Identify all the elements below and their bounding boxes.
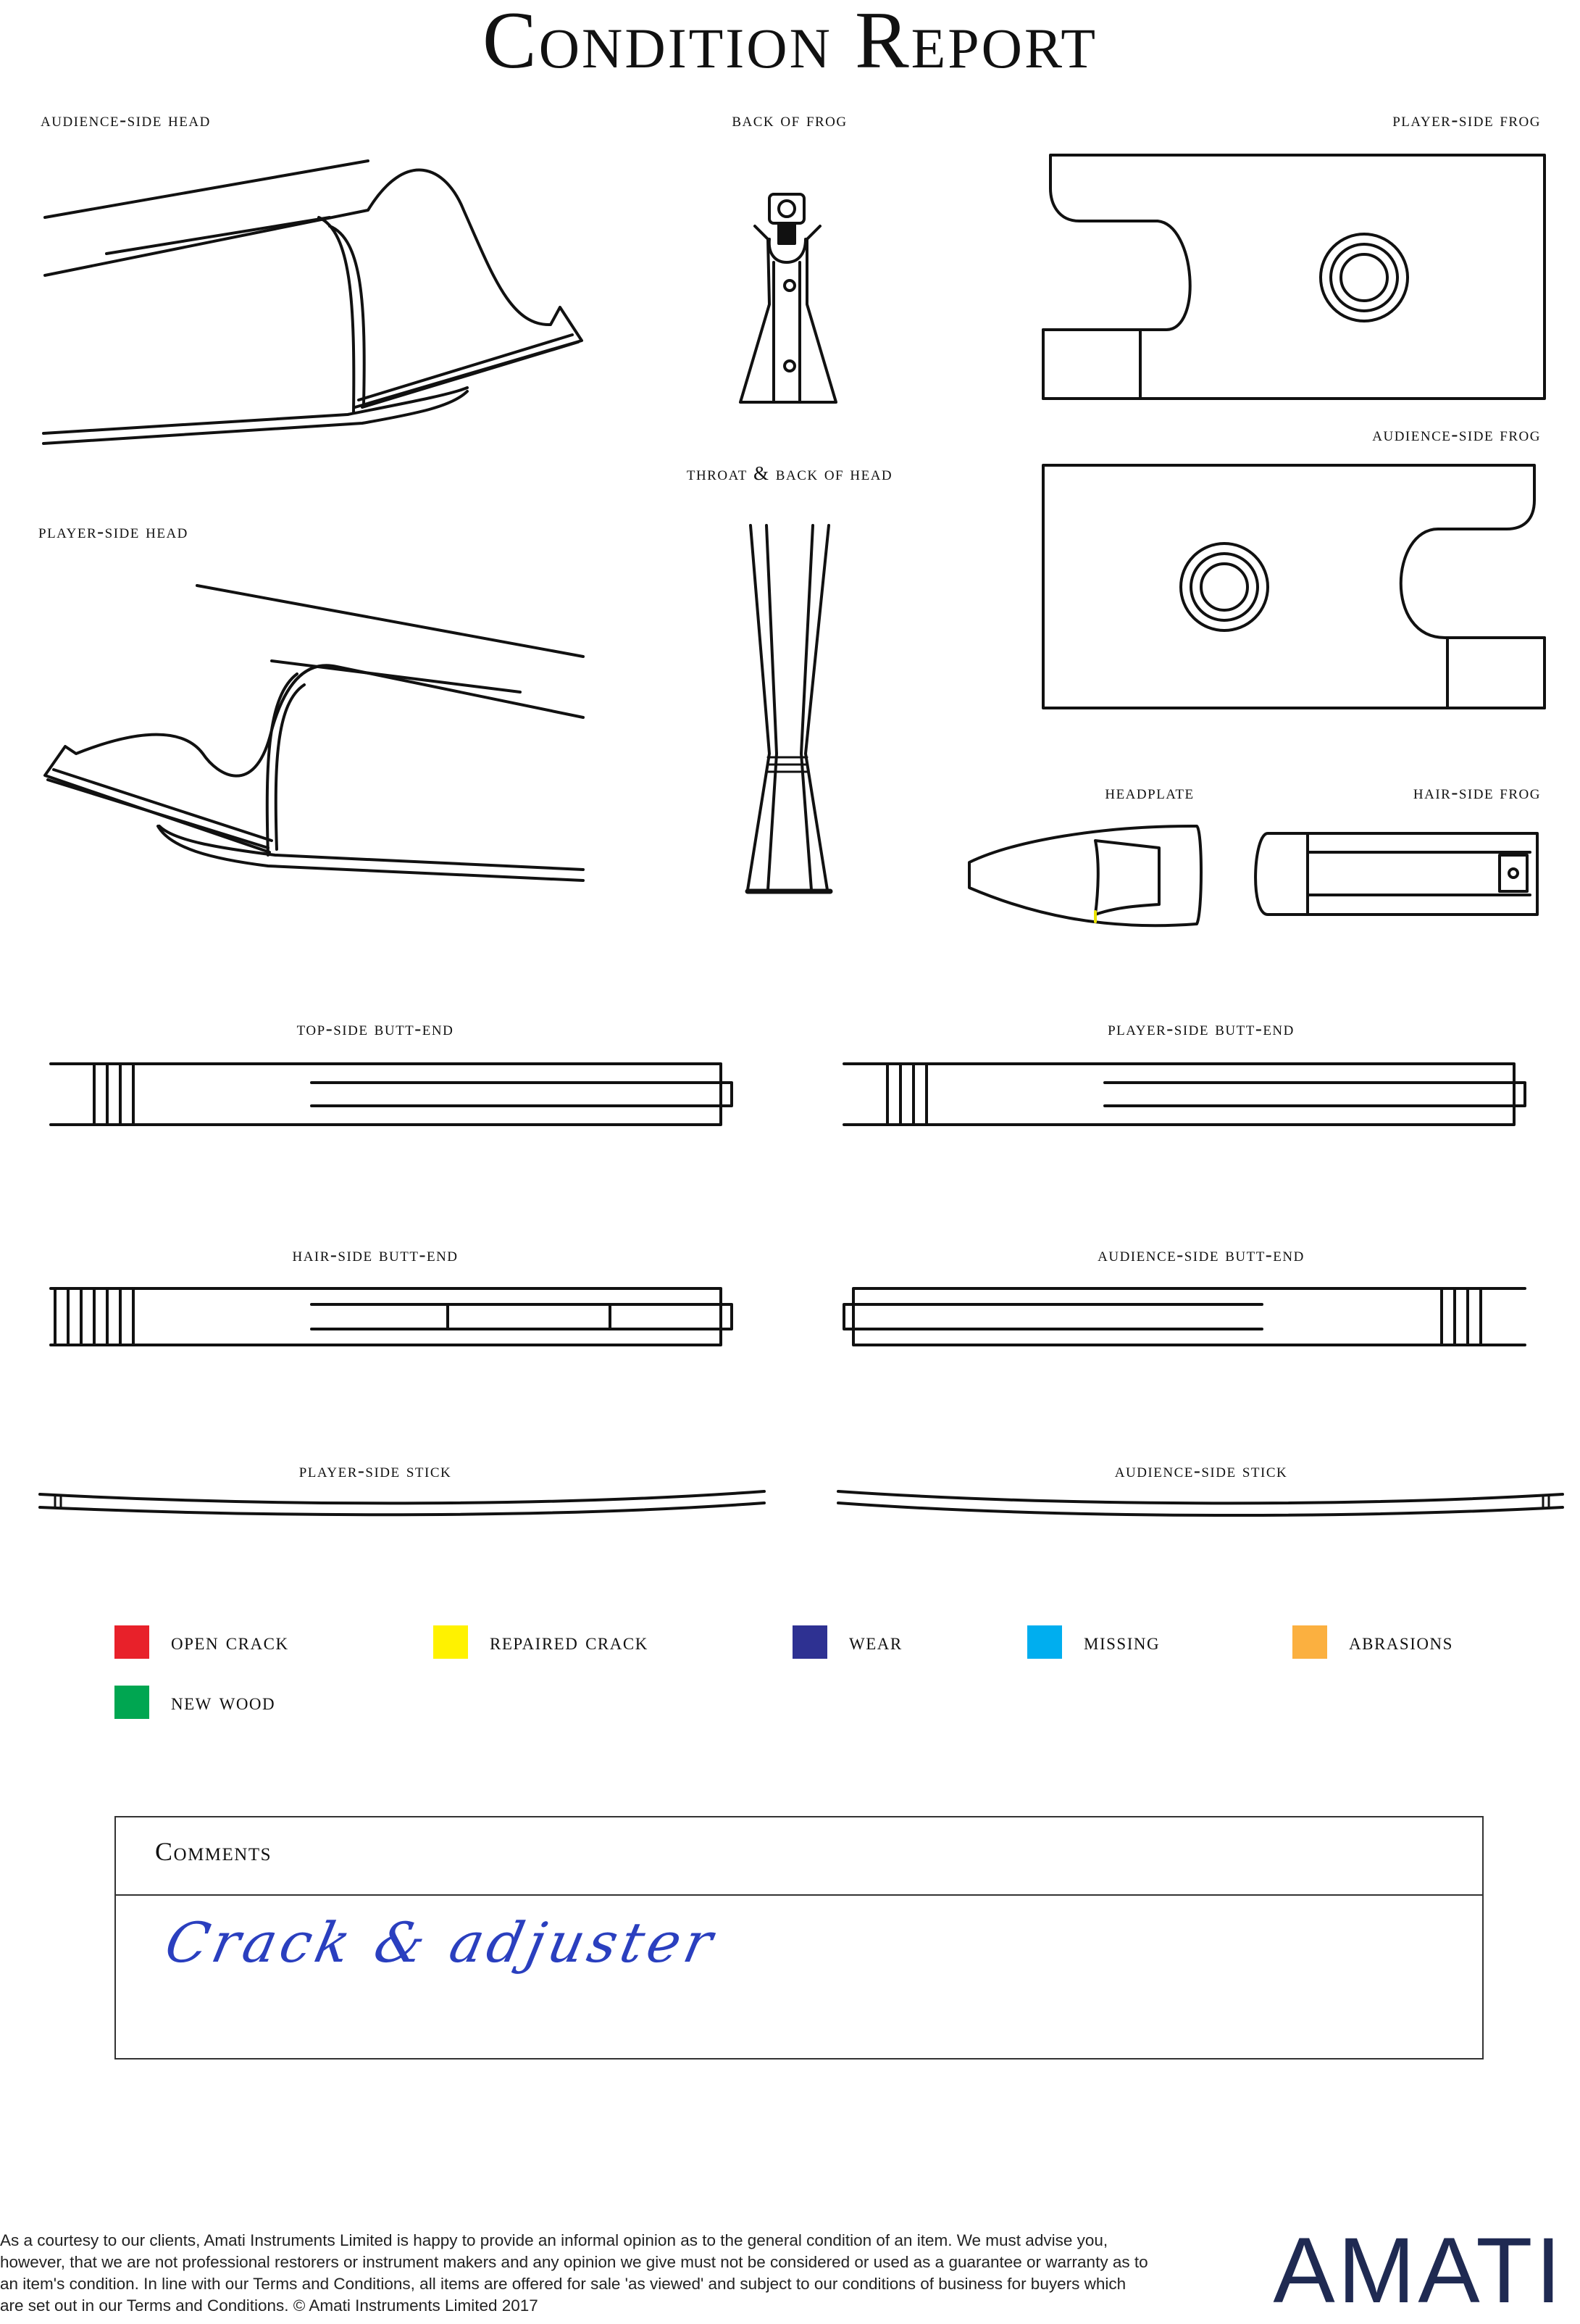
legend-open-crack (114, 1625, 289, 1659)
handwritten-comment: Crack & adjuster (159, 1910, 723, 1975)
legend-swatch-yellow (433, 1625, 468, 1659)
hair-side-butt-end-drawing (51, 1288, 732, 1345)
label-player-side-stick: player-side stick (298, 1459, 452, 1481)
label-back-of-frog: back of frog (732, 109, 848, 130)
label-player-side-head: player-side head (38, 520, 188, 542)
legend-label: wear (849, 1628, 903, 1655)
player-side-frog-drawing (1043, 155, 1545, 399)
legend-new-wood (114, 1686, 275, 1719)
legend-wear (793, 1625, 903, 1659)
label-player-side-frog: player-side frog (1392, 109, 1541, 130)
legend-swatch-orange (1292, 1625, 1327, 1659)
label-headplate: headplate (1105, 781, 1195, 803)
audience-side-frog-drawing (1043, 465, 1545, 708)
label-audience-side-stick: audience-side stick (1114, 1459, 1288, 1481)
label-audience-side-frog: audience-side frog (1372, 423, 1541, 445)
label-audience-side-butt-end: audience-side butt-end (1098, 1244, 1305, 1265)
legend-swatch-green (114, 1686, 149, 1719)
legend-swatch-cyan (1027, 1625, 1062, 1659)
comments-title: Comments (155, 1837, 272, 1866)
legend-abrasions (1292, 1625, 1453, 1659)
legend-label: open crack (171, 1628, 289, 1655)
legend-repaired-crack (433, 1625, 648, 1659)
label-audience-side-head: audience-side head (41, 109, 211, 130)
player-side-butt-end-drawing (844, 1064, 1525, 1125)
amati-logo: AMATI (1273, 2219, 1564, 2323)
audience-side-butt-end-drawing (844, 1288, 1525, 1345)
audience-side-head-drawing (43, 161, 582, 443)
legend-label: missing (1084, 1628, 1161, 1655)
label-player-side-butt-end: player-side butt-end (1108, 1017, 1295, 1039)
comments-header (116, 1817, 1482, 1896)
legend-label: abrasions (1349, 1628, 1453, 1655)
headplate-drawing (969, 826, 1201, 925)
label-hair-side-butt-end: hair-side butt-end (292, 1244, 459, 1265)
legend-label: new wood (171, 1688, 276, 1715)
audience-side-stick-drawing (838, 1491, 1563, 1515)
player-side-head-drawing (45, 586, 583, 880)
legend-label: repaired crack (490, 1628, 648, 1655)
label-throat-back-of-head: throat & back of head (686, 462, 893, 484)
player-side-stick-drawing (40, 1491, 764, 1515)
legend-missing (1027, 1625, 1160, 1659)
legend-swatch-navy (793, 1625, 827, 1659)
page-title: Condition Report (482, 0, 1098, 86)
disclaimer-text: As a courtesy to our clients, Amati Instruments Limited is happy to provide an informal opinion as to the general condition of an item. We must advise you, however, that we are not professional restorers or instrument makers and any opinion we give must not be considered or used as a guarantee or warranty as to an item's condition. In line with our Terms and Conditions, all items are offered for sale 'as viewed' and subject to our conditions of business for buyers which are set out in our Terms and Conditions. © Amati Instruments Limited 2017 (0, 2231, 1148, 2315)
hair-side-frog-drawing (1255, 833, 1537, 915)
back-of-frog-drawing (740, 194, 836, 402)
label-hair-side-frog: hair-side frog (1413, 781, 1541, 803)
throat-back-of-head-drawing (748, 525, 830, 891)
top-side-butt-end-drawing (51, 1064, 732, 1125)
legend-swatch-red (114, 1625, 149, 1659)
comments-box (114, 1816, 1484, 2059)
label-top-side-butt-end: top-side butt-end (296, 1017, 454, 1039)
